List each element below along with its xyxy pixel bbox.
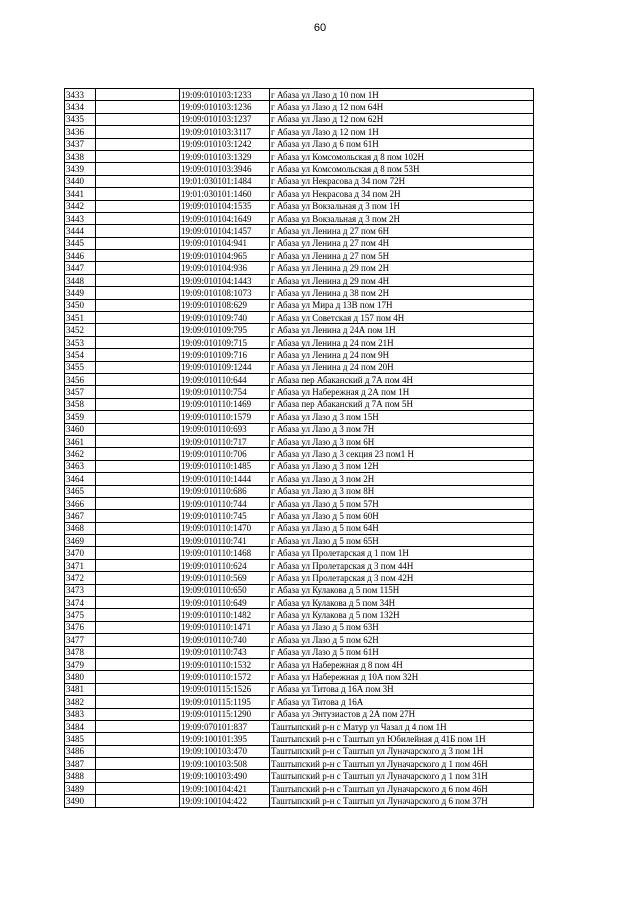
cadastral-number-cell: 19:09:010104:941 xyxy=(180,237,270,249)
cadastral-number-cell: 19:09:010110:706 xyxy=(180,448,270,460)
address-cell: г Абаза ул Ленина д 24 пом 20Н xyxy=(270,361,534,373)
row-number-cell: 3485 xyxy=(65,733,96,745)
blank-cell xyxy=(96,547,180,559)
blank-cell xyxy=(96,634,180,646)
table-row xyxy=(65,411,534,423)
cadastral-number-cell: 19:09:010103:1237 xyxy=(180,113,270,125)
cadastral-number-cell: 19:09:010110:1468 xyxy=(180,547,270,559)
row-number-cell: 3477 xyxy=(65,634,96,646)
table-row xyxy=(65,175,534,187)
cadastral-number-cell: 19:09:010110:686 xyxy=(180,485,270,497)
table-row xyxy=(65,708,534,720)
cadastral-number-cell: 19:09:010104:1443 xyxy=(180,274,270,286)
address-cell: г Абаза ул Ленина д 27 пом 5Н xyxy=(270,250,534,262)
table-row xyxy=(65,113,534,125)
cadastral-number-cell: 19:09:010110:1482 xyxy=(180,609,270,621)
row-number-cell: 3466 xyxy=(65,497,96,509)
table-row xyxy=(65,262,534,274)
blank-cell xyxy=(96,361,180,373)
blank-cell xyxy=(96,250,180,262)
address-cell: г Абаза ул Комсомольская д 8 пом 102Н xyxy=(270,150,534,162)
blank-cell xyxy=(96,609,180,621)
row-number-cell: 3448 xyxy=(65,274,96,286)
table-row xyxy=(65,126,534,138)
table-row xyxy=(65,373,534,385)
address-cell: г Абаза ул Лазо д 3 пом 12Н xyxy=(270,460,534,472)
table-row xyxy=(65,733,534,745)
address-cell: г Абаза ул Ленина д 24А пом 1Н xyxy=(270,324,534,336)
cadastral-number-cell: 19:01:030101:1484 xyxy=(180,175,270,187)
blank-cell xyxy=(96,150,180,162)
row-number-cell: 3458 xyxy=(65,398,96,410)
address-cell: Таштыпский р-н с Таштып ул Луначарского д 3 пом 1Н xyxy=(270,745,534,757)
blank-cell xyxy=(96,225,180,237)
address-cell: г Абаза ул Набережная д 10А пом 32Н xyxy=(270,671,534,683)
table-row xyxy=(65,584,534,596)
blank-cell xyxy=(96,708,180,720)
row-number-cell: 3467 xyxy=(65,510,96,522)
table-row xyxy=(65,597,534,609)
blank-cell xyxy=(96,745,180,757)
row-number-cell: 3441 xyxy=(65,188,96,200)
address-cell: г Абаза ул Ленина д 24 пом 9Н xyxy=(270,349,534,361)
cadastral-number-cell: 19:09:010110:569 xyxy=(180,572,270,584)
address-cell: г Абаза ул Комсомольская д 8 пом 53Н xyxy=(270,163,534,175)
address-cell: г Абаза ул Некрасова д 34 пом 72Н xyxy=(270,175,534,187)
address-cell: г Абаза ул Лазо д 5 пом 65Н xyxy=(270,535,534,547)
address-cell: г Абаза ул Ленина д 27 пом 6Н xyxy=(270,225,534,237)
address-cell: г Абаза ул Лазо д 3 пом 2Н xyxy=(270,473,534,485)
table-row xyxy=(65,349,534,361)
address-cell: г Абаза ул Лазо д 10 пом 1Н xyxy=(270,89,534,101)
row-number-cell: 3478 xyxy=(65,646,96,658)
table-row xyxy=(65,386,534,398)
table-row xyxy=(65,745,534,757)
blank-cell xyxy=(96,175,180,187)
address-cell: г Абаза ул Кулакова д 5 пом 115Н xyxy=(270,584,534,596)
cadastral-number-cell: 19:09:010110:1444 xyxy=(180,473,270,485)
table-row xyxy=(65,225,534,237)
blank-cell xyxy=(96,126,180,138)
row-number-cell: 3490 xyxy=(65,795,96,807)
table-row xyxy=(65,336,534,348)
table-row xyxy=(65,212,534,224)
cadastral-number-cell: 19:09:010110:624 xyxy=(180,559,270,571)
row-number-cell: 3483 xyxy=(65,708,96,720)
cadastral-number-cell: 19:09:010115:1195 xyxy=(180,696,270,708)
cadastral-number-cell: 19:09:010109:715 xyxy=(180,336,270,348)
table-row xyxy=(65,559,534,571)
address-cell: Таштыпский р-н с Таштып ул Луначарского д 6 пом 37Н xyxy=(270,795,534,807)
blank-cell xyxy=(96,770,180,782)
address-cell: г Абаза ул Лазо д 3 пом 15Н xyxy=(270,411,534,423)
blank-cell xyxy=(96,671,180,683)
page-number: 60 xyxy=(313,22,327,34)
address-cell: Таштыпский р-н с Матур ул Чазал д 4 пом 1Н xyxy=(270,720,534,732)
cadastral-number-cell: 19:09:010110:717 xyxy=(180,435,270,447)
row-number-cell: 3479 xyxy=(65,658,96,670)
table-row xyxy=(65,522,534,534)
cadastral-number-cell: 19:09:010104:936 xyxy=(180,262,270,274)
blank-cell xyxy=(96,782,180,794)
blank-cell xyxy=(96,485,180,497)
table-row xyxy=(65,671,534,683)
address-cell: г Абаза ул Лазо д 3 пом 8Н xyxy=(270,485,534,497)
row-number-cell: 3459 xyxy=(65,411,96,423)
address-cell: г Абаза ул Пролетарская д 1 пом 1Н xyxy=(270,547,534,559)
blank-cell xyxy=(96,287,180,299)
blank-cell xyxy=(96,200,180,212)
row-number-cell: 3438 xyxy=(65,150,96,162)
blank-cell xyxy=(96,696,180,708)
row-number-cell: 3447 xyxy=(65,262,96,274)
row-number-cell: 3475 xyxy=(65,609,96,621)
address-cell: Таштыпский р-н с Таштып ул Юбилейная д 41Б пом 1Н xyxy=(270,733,534,745)
row-number-cell: 3452 xyxy=(65,324,96,336)
address-cell: г Абаза ул Вокзальная д 3 пом 1Н xyxy=(270,200,534,212)
blank-cell xyxy=(96,212,180,224)
address-cell: г Абаза ул Лазо д 12 пом 64Н xyxy=(270,101,534,113)
blank-cell xyxy=(96,398,180,410)
blank-cell xyxy=(96,423,180,435)
cadastral-number-cell: 19:09:010110:754 xyxy=(180,386,270,398)
address-cell: г Абаза ул Лазо д 6 пом 61Н xyxy=(270,138,534,150)
cadastral-number-cell: 19:09:010108:1073 xyxy=(180,287,270,299)
cadastral-number-cell: 19:09:010103:1329 xyxy=(180,150,270,162)
blank-cell xyxy=(96,720,180,732)
address-cell: г Абаза пер Абаканский д 7А пом 5Н xyxy=(270,398,534,410)
table-row xyxy=(65,720,534,732)
cadastral-number-cell: 19:09:010110:741 xyxy=(180,535,270,547)
address-cell: Таштыпский р-н с Таштып ул Луначарского д 6 пом 46Н xyxy=(270,782,534,794)
cadastral-number-cell: 19:09:010110:743 xyxy=(180,646,270,658)
blank-cell xyxy=(96,559,180,571)
address-cell: г Абаза ул Набережная д 8 пом 4Н xyxy=(270,658,534,670)
blank-cell xyxy=(96,188,180,200)
blank-cell xyxy=(96,336,180,348)
address-cell: г Абаза ул Кулакова д 5 пом 34Н xyxy=(270,597,534,609)
blank-cell xyxy=(96,473,180,485)
cadastral-number-cell: 19:09:010103:3117 xyxy=(180,126,270,138)
address-cell: г Абаза ул Лазо д 5 пом 63Н xyxy=(270,621,534,633)
address-cell: г Абаза ул Вокзальная д 3 пом 2Н xyxy=(270,212,534,224)
address-cell: г Абаза ул Пролетарская д 3 пом 44Н xyxy=(270,559,534,571)
row-number-cell: 3437 xyxy=(65,138,96,150)
cadastral-number-cell: 19:09:100101:395 xyxy=(180,733,270,745)
address-cell: г Абаза ул Мира д 13В пом 17Н xyxy=(270,299,534,311)
table-row xyxy=(65,324,534,336)
address-cell: г Абаза ул Энтузиастов д 2А пом 27Н xyxy=(270,708,534,720)
blank-cell xyxy=(96,621,180,633)
address-cell: Таштыпский р-н с Таштып ул Луначарского д 1 пом 46Н xyxy=(270,758,534,770)
blank-cell xyxy=(96,411,180,423)
table-row xyxy=(65,683,534,695)
cadastral-number-cell: 19:09:010104:1535 xyxy=(180,200,270,212)
table-row xyxy=(65,547,534,559)
address-cell: г Абаза ул Лазо д 3 секция 23 пом1 Н xyxy=(270,448,534,460)
row-number-cell: 3434 xyxy=(65,101,96,113)
blank-cell xyxy=(96,386,180,398)
table-row xyxy=(65,473,534,485)
row-number-cell: 3487 xyxy=(65,758,96,770)
row-number-cell: 3463 xyxy=(65,460,96,472)
cadastral-number-cell: 19:09:010104:1457 xyxy=(180,225,270,237)
blank-cell xyxy=(96,460,180,472)
blank-cell xyxy=(96,795,180,807)
table-row xyxy=(65,609,534,621)
row-number-cell: 3455 xyxy=(65,361,96,373)
cadastral-number-cell: 19:09:100103:490 xyxy=(180,770,270,782)
blank-cell xyxy=(96,535,180,547)
row-number-cell: 3473 xyxy=(65,584,96,596)
row-number-cell: 3465 xyxy=(65,485,96,497)
row-number-cell: 3435 xyxy=(65,113,96,125)
row-number-cell: 3461 xyxy=(65,435,96,447)
row-number-cell: 3480 xyxy=(65,671,96,683)
row-number-cell: 3444 xyxy=(65,225,96,237)
cadastral-number-cell: 19:09:010109:1244 xyxy=(180,361,270,373)
row-number-cell: 3468 xyxy=(65,522,96,534)
address-cell: г Абаза ул Титова д 16А xyxy=(270,696,534,708)
address-cell: г Абаза ул Ленина д 29 пом 4Н xyxy=(270,274,534,286)
row-number-cell: 3451 xyxy=(65,312,96,324)
cadastral-number-cell: 19:09:010110:1532 xyxy=(180,658,270,670)
address-cell: г Абаза ул Некрасова д 34 пом 2Н xyxy=(270,188,534,200)
table-row xyxy=(65,646,534,658)
row-number-cell: 3462 xyxy=(65,448,96,460)
table-row xyxy=(65,435,534,447)
cadastral-number-cell: 19:09:100103:508 xyxy=(180,758,270,770)
address-cell: г Абаза ул Титова д 16А пом 3Н xyxy=(270,683,534,695)
blank-cell xyxy=(96,101,180,113)
table-row xyxy=(65,572,534,584)
cadastral-number-cell: 19:01:030101:1460 xyxy=(180,188,270,200)
table-row xyxy=(65,312,534,324)
blank-cell xyxy=(96,274,180,286)
blank-cell xyxy=(96,138,180,150)
row-number-cell: 3460 xyxy=(65,423,96,435)
cadastral-number-cell: 19:09:010110:1579 xyxy=(180,411,270,423)
address-cell: г Абаза ул Лазо д 5 пом 57Н xyxy=(270,497,534,509)
address-cell: г Абаза ул Ленина д 27 пом 4Н xyxy=(270,237,534,249)
table-row xyxy=(65,101,534,113)
table-row xyxy=(65,460,534,472)
row-number-cell: 3450 xyxy=(65,299,96,311)
table-row xyxy=(65,448,534,460)
row-number-cell: 3449 xyxy=(65,287,96,299)
row-number-cell: 3481 xyxy=(65,683,96,695)
cadastral-number-cell: 19:09:010108:629 xyxy=(180,299,270,311)
blank-cell xyxy=(96,597,180,609)
blank-cell xyxy=(96,435,180,447)
blank-cell xyxy=(96,448,180,460)
table-row xyxy=(65,658,534,670)
table-row xyxy=(65,89,534,101)
cadastral-number-cell: 19:09:010110:1485 xyxy=(180,460,270,472)
row-number-cell: 3439 xyxy=(65,163,96,175)
table-row xyxy=(65,287,534,299)
cadastral-number-cell: 19:09:010104:1649 xyxy=(180,212,270,224)
registry-table xyxy=(64,88,534,808)
blank-cell xyxy=(96,522,180,534)
table-row xyxy=(65,634,534,646)
row-number-cell: 3472 xyxy=(65,572,96,584)
cadastral-number-cell: 19:09:010110:644 xyxy=(180,373,270,385)
row-number-cell: 3445 xyxy=(65,237,96,249)
blank-cell xyxy=(96,349,180,361)
cadastral-number-cell: 19:09:100103:470 xyxy=(180,745,270,757)
address-cell: г Абаза ул Лазо д 5 пом 61Н xyxy=(270,646,534,658)
table-row xyxy=(65,770,534,782)
row-number-cell: 3464 xyxy=(65,473,96,485)
table-row xyxy=(65,188,534,200)
cadastral-number-cell: 19:09:010110:744 xyxy=(180,497,270,509)
table-row xyxy=(65,510,534,522)
cadastral-number-cell: 19:09:010103:1236 xyxy=(180,101,270,113)
address-cell: г Абаза ул Лазо д 5 пом 62Н xyxy=(270,634,534,646)
table-row xyxy=(65,163,534,175)
row-number-cell: 3476 xyxy=(65,621,96,633)
table-row xyxy=(65,250,534,262)
row-number-cell: 3442 xyxy=(65,200,96,212)
blank-cell xyxy=(96,237,180,249)
address-cell: г Абаза ул Пролетарская д 3 пом 42Н xyxy=(270,572,534,584)
blank-cell xyxy=(96,497,180,509)
table-row xyxy=(65,299,534,311)
blank-cell xyxy=(96,733,180,745)
table-row xyxy=(65,795,534,807)
blank-cell xyxy=(96,324,180,336)
cadastral-number-cell: 19:09:010109:740 xyxy=(180,312,270,324)
row-number-cell: 3440 xyxy=(65,175,96,187)
cadastral-number-cell: 19:09:010110:740 xyxy=(180,634,270,646)
address-cell: г Абаза ул Ленина д 24 пом 21Н xyxy=(270,336,534,348)
cadastral-number-cell: 19:09:010110:650 xyxy=(180,584,270,596)
blank-cell xyxy=(96,510,180,522)
blank-cell xyxy=(96,113,180,125)
blank-cell xyxy=(96,312,180,324)
address-cell: г Абаза ул Ленина д 38 пом 2Н xyxy=(270,287,534,299)
blank-cell xyxy=(96,572,180,584)
cadastral-number-cell: 19:09:070101:837 xyxy=(180,720,270,732)
blank-cell xyxy=(96,163,180,175)
cadastral-number-cell: 19:09:010110:1469 xyxy=(180,398,270,410)
cadastral-number-cell: 19:09:010110:1470 xyxy=(180,522,270,534)
row-number-cell: 3436 xyxy=(65,126,96,138)
cadastral-number-cell: 19:09:010103:3946 xyxy=(180,163,270,175)
row-number-cell: 3474 xyxy=(65,597,96,609)
row-number-cell: 3486 xyxy=(65,745,96,757)
row-number-cell: 3453 xyxy=(65,336,96,348)
blank-cell xyxy=(96,299,180,311)
address-cell: г Абаза ул Лазо д 12 пом 62Н xyxy=(270,113,534,125)
address-cell: г Абаза ул Кулакова д 5 пом 132Н xyxy=(270,609,534,621)
cadastral-number-cell: 19:09:010109:716 xyxy=(180,349,270,361)
cadastral-number-cell: 19:09:010104:965 xyxy=(180,250,270,262)
table-row xyxy=(65,696,534,708)
blank-cell xyxy=(96,373,180,385)
cadastral-number-cell: 19:09:010115:1526 xyxy=(180,683,270,695)
cadastral-number-cell: 19:09:010109:795 xyxy=(180,324,270,336)
registry-table-body xyxy=(65,89,534,808)
table-row xyxy=(65,361,534,373)
blank-cell xyxy=(96,646,180,658)
table-row xyxy=(65,423,534,435)
address-cell: г Абаза ул Советская д 157 пом 4Н xyxy=(270,312,534,324)
address-cell: Таштыпский р-н с Таштып ул Луначарского д 1 пом 31Н xyxy=(270,770,534,782)
row-number-cell: 3482 xyxy=(65,696,96,708)
table-row xyxy=(65,535,534,547)
address-cell: г Абаза ул Набережная д 2А пом 1Н xyxy=(270,386,534,398)
table-row xyxy=(65,621,534,633)
table-row xyxy=(65,274,534,286)
table-row xyxy=(65,237,534,249)
table-row xyxy=(65,497,534,509)
address-cell: г Абаза ул Лазо д 3 пом 6Н xyxy=(270,435,534,447)
row-number-cell: 3471 xyxy=(65,559,96,571)
cadastral-number-cell: 19:09:010110:745 xyxy=(180,510,270,522)
table-row xyxy=(65,150,534,162)
cadastral-number-cell: 19:09:010110:649 xyxy=(180,597,270,609)
blank-cell xyxy=(96,89,180,101)
address-cell: г Абаза ул Лазо д 5 пом 64Н xyxy=(270,522,534,534)
table-row xyxy=(65,485,534,497)
row-number-cell: 3484 xyxy=(65,720,96,732)
blank-cell xyxy=(96,683,180,695)
row-number-cell: 3433 xyxy=(65,89,96,101)
blank-cell xyxy=(96,658,180,670)
address-cell: г Абаза ул Лазо д 5 пом 60Н xyxy=(270,510,534,522)
cadastral-number-cell: 19:09:010115:1290 xyxy=(180,708,270,720)
row-number-cell: 3456 xyxy=(65,373,96,385)
table-row xyxy=(65,398,534,410)
row-number-cell: 3446 xyxy=(65,250,96,262)
address-cell: г Абаза ул Лазо д 3 пом 7Н xyxy=(270,423,534,435)
row-number-cell: 3470 xyxy=(65,547,96,559)
cadastral-number-cell: 19:09:010110:1572 xyxy=(180,671,270,683)
blank-cell xyxy=(96,758,180,770)
table-row xyxy=(65,758,534,770)
table-row xyxy=(65,200,534,212)
table-row xyxy=(65,138,534,150)
cadastral-number-cell: 19:09:100104:422 xyxy=(180,795,270,807)
cadastral-number-cell: 19:09:010103:1233 xyxy=(180,89,270,101)
cadastral-number-cell: 19:09:010110:1471 xyxy=(180,621,270,633)
cadastral-number-cell: 19:09:010103:1242 xyxy=(180,138,270,150)
address-cell: г Абаза пер Абаканский д 7А пом 4Н xyxy=(270,373,534,385)
row-number-cell: 3457 xyxy=(65,386,96,398)
table-row xyxy=(65,782,534,794)
cadastral-number-cell: 19:09:010110:693 xyxy=(180,423,270,435)
row-number-cell: 3489 xyxy=(65,782,96,794)
blank-cell xyxy=(96,262,180,274)
row-number-cell: 3443 xyxy=(65,212,96,224)
cadastral-number-cell: 19:09:100104:421 xyxy=(180,782,270,794)
row-number-cell: 3488 xyxy=(65,770,96,782)
row-number-cell: 3454 xyxy=(65,349,96,361)
address-cell: г Абаза ул Лазо д 12 пом 1Н xyxy=(270,126,534,138)
row-number-cell: 3469 xyxy=(65,535,96,547)
blank-cell xyxy=(96,584,180,596)
address-cell: г Абаза ул Ленина д 29 пом 2Н xyxy=(270,262,534,274)
